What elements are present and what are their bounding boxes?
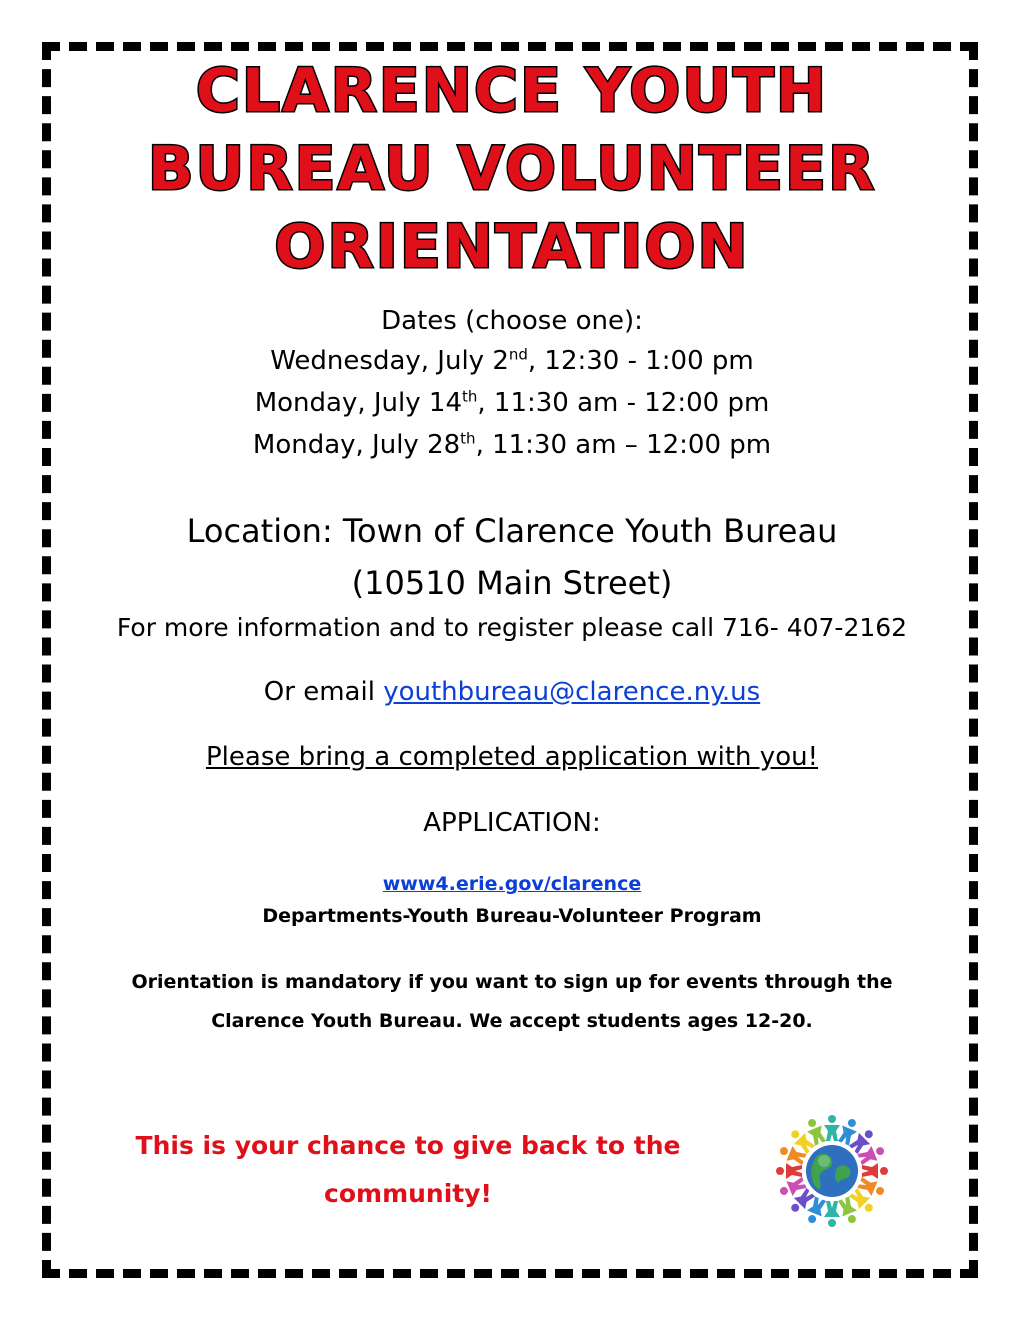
callout-line-1: This is your chance to give back to the bbox=[135, 1131, 681, 1160]
location-line-1: Location: Town of Clarence Youth Bureau bbox=[186, 512, 838, 550]
date-time: , 11:30 am - 12:00 pm bbox=[477, 388, 770, 418]
date-option-2 bbox=[0, 388, 1024, 418]
dates-heading: Dates (choose one): bbox=[381, 306, 643, 336]
email-prefix: Or email bbox=[263, 677, 384, 707]
date-text: Monday, July 28 bbox=[252, 430, 461, 460]
orientation-note-line-2: Clarence Youth Bureau. We accept students ages 12-20. bbox=[211, 1010, 813, 1032]
application-url-link[interactable]: www4.erie.gov/clarence bbox=[382, 873, 642, 895]
date-suffix: th bbox=[460, 429, 476, 448]
person-figure bbox=[824, 1201, 840, 1227]
date-suffix: nd bbox=[508, 345, 528, 364]
email-link[interactable]: youthbureau@clarence.ny.us bbox=[383, 677, 761, 707]
date-option-1 bbox=[0, 346, 1024, 376]
title-line-1: CLARENCE YOUTH bbox=[195, 56, 829, 126]
application-heading: APPLICATION: bbox=[423, 808, 601, 838]
date-text: Wednesday, July 2 bbox=[270, 346, 509, 376]
person-figure bbox=[824, 1115, 840, 1141]
person-figure bbox=[862, 1163, 888, 1179]
title-line-3: ORIENTATION bbox=[274, 212, 750, 282]
date-suffix: th bbox=[461, 387, 478, 406]
community-callout bbox=[108, 1122, 708, 1218]
date-option-3 bbox=[0, 430, 1024, 460]
globe-people-icon bbox=[766, 1112, 898, 1230]
email-line bbox=[0, 677, 1024, 707]
location-line-2: (10510 Main Street) bbox=[351, 564, 673, 602]
application-path: Departments-Youth Bureau-Volunteer Program bbox=[262, 905, 762, 927]
person-figure bbox=[776, 1163, 802, 1179]
orientation-note-line-1: Orientation is mandatory if you want to sign up for events through the bbox=[131, 971, 893, 993]
bring-application-notice: Please bring a completed application with you! bbox=[205, 742, 818, 772]
contact-info: For more information and to register please call 716- 407-2162 bbox=[116, 613, 908, 642]
date-text: Monday, July 14 bbox=[254, 388, 462, 418]
date-time: , 12:30 - 1:00 pm bbox=[527, 346, 754, 376]
date-time: , 11:30 am – 12:00 pm bbox=[475, 430, 772, 460]
title-line-2: BUREAU VOLUNTEER bbox=[147, 134, 877, 204]
callout-line-2: community! bbox=[324, 1179, 492, 1208]
